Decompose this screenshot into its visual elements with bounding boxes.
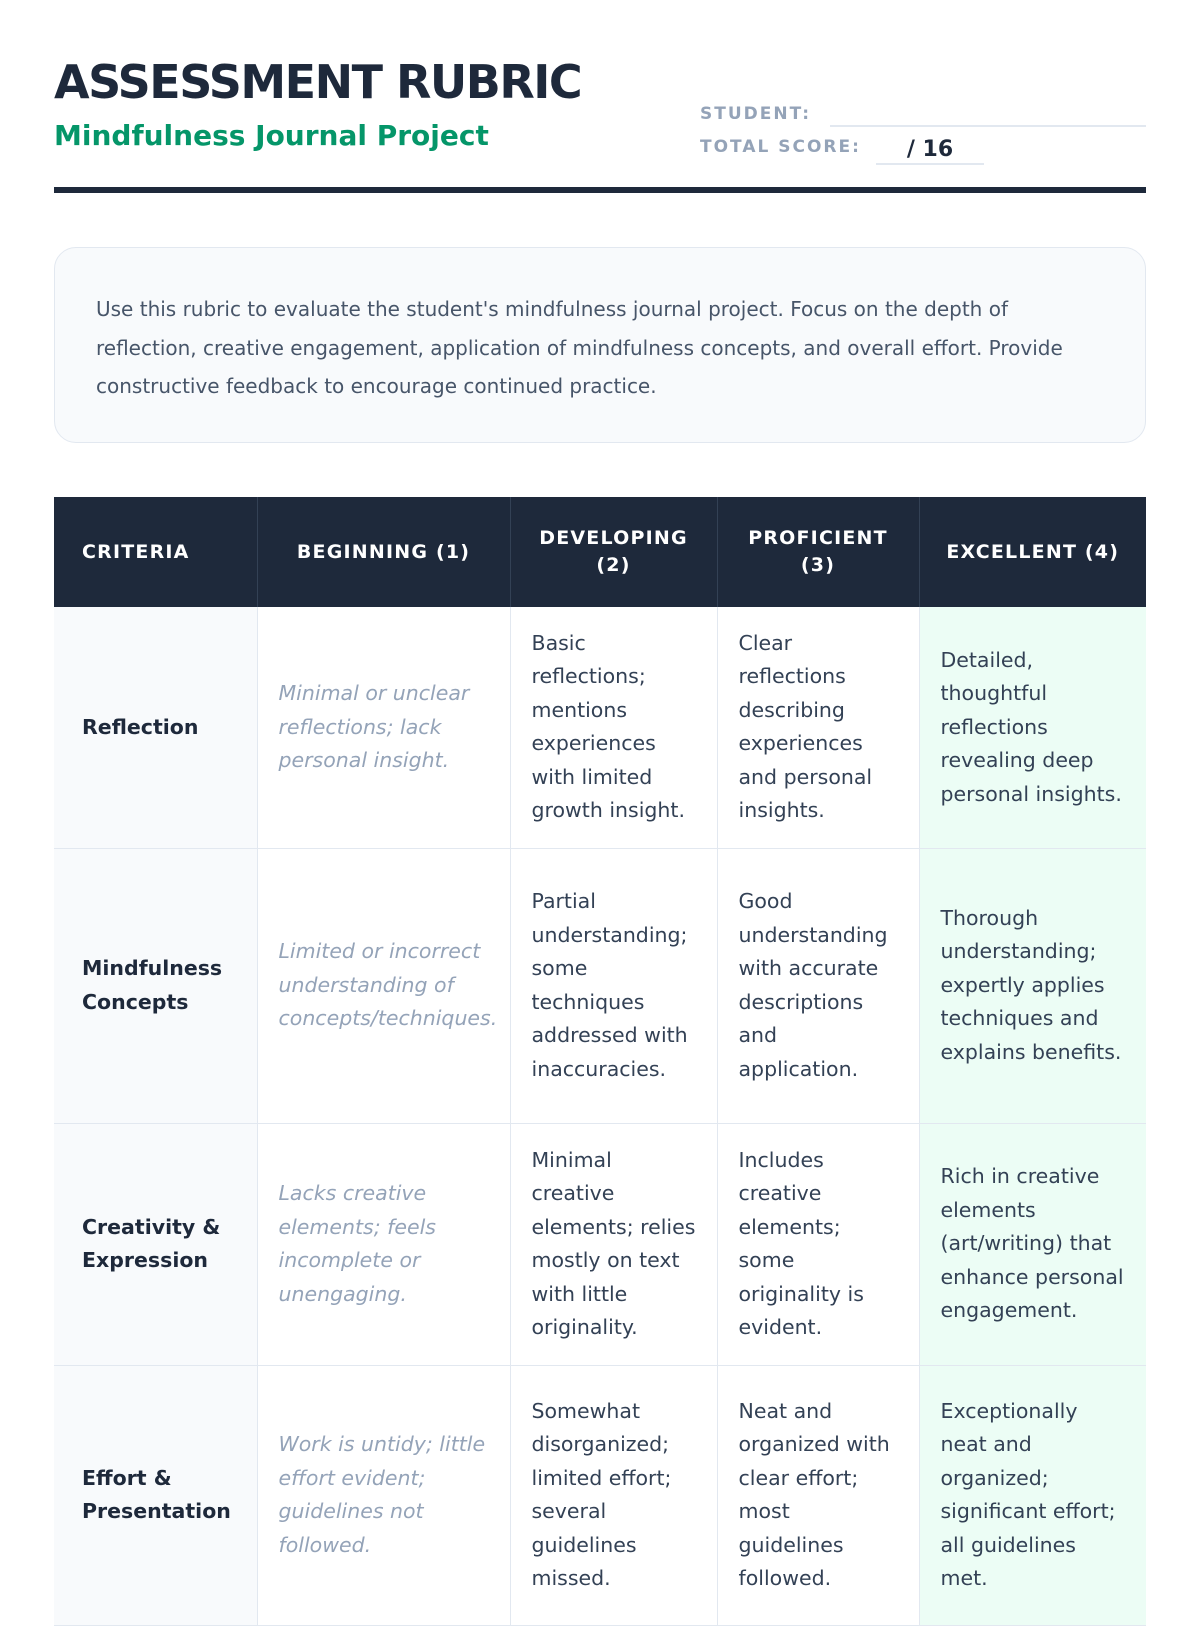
criteria-cell: Mindfulness Concepts [54, 848, 257, 1123]
table-row [54, 1123, 1146, 1365]
proficient-cell: Good understanding with accurate descriptions and application. [717, 848, 919, 1123]
excellent-cell: Rich in creative elements (art/writing) that enhance personal engagement. [919, 1123, 1146, 1365]
table-row [54, 1365, 1146, 1625]
criteria-cell: Effort & Presentation [54, 1365, 257, 1625]
total-score-label: TOTAL SCORE: [700, 137, 861, 157]
student-row [700, 100, 1146, 133]
total-score-row [700, 133, 1146, 166]
beginning-cell: Work is untidy; little effort evident; guidelines not followed. [257, 1365, 510, 1625]
total-score-field[interactable]: / 16 [876, 135, 984, 165]
page-header [54, 0, 1146, 196]
rubric-header-row [54, 497, 1146, 607]
beginning-cell: Limited or incorrect understanding of concepts/techniques. [257, 848, 510, 1123]
instructions-text: Use this rubric to evaluate the student's mindfulness journal project. Focus on the depth of reflection, creative engagement, application of mindfulness concepts, and overall effort. Provide constructive feedback to encourage continued practice. [96, 297, 1063, 398]
developing-cell: Minimal creative elements; relies mostly on text with little originality. [510, 1123, 717, 1365]
beginning-cell: Minimal or unclear reflections; lack personal insight. [257, 607, 510, 848]
criteria-cell: Reflection [54, 607, 257, 848]
column-header-developing: DEVELOPING (2) [510, 497, 717, 607]
excellent-cell: Exceptionally neat and organized; significant effort; all guidelines met. [919, 1365, 1146, 1625]
column-header-beginning: BEGINNING (1) [257, 497, 510, 607]
instructions-box [54, 247, 1146, 443]
proficient-cell: Neat and organized with clear effort; most guidelines followed. [717, 1365, 919, 1625]
developing-cell: Basic reflections; mentions experiences with limited growth insight. [510, 607, 717, 848]
beginning-cell: Lacks creative elements; feels incomplete or unengaging. [257, 1123, 510, 1365]
excellent-cell: Thorough understanding; expertly applies techniques and explains benefits. [919, 848, 1146, 1123]
student-meta [700, 100, 1146, 166]
developing-cell: Partial understanding; some techniques addressed with inaccuracies. [510, 848, 717, 1123]
header-divider [54, 187, 1146, 193]
developing-cell: Somewhat disorganized; limited effort; several guidelines missed. [510, 1365, 717, 1625]
column-header-excellent: EXCELLENT (4) [919, 497, 1146, 607]
column-header-criteria: CRITERIA [54, 497, 257, 607]
proficient-cell: Includes creative elements; some originality is evident. [717, 1123, 919, 1365]
table-row [54, 848, 1146, 1123]
page-title: ASSESSMENT RUBRIC [54, 55, 582, 109]
proficient-cell: Clear reflections describing experiences and personal insights. [717, 607, 919, 848]
page-subtitle: Mindfulness Journal Project [54, 119, 489, 152]
criteria-cell: Creativity & Expression [54, 1123, 257, 1365]
student-label: STUDENT: [700, 104, 812, 124]
student-name-field[interactable] [830, 125, 1146, 127]
rubric-table [54, 497, 1146, 1626]
column-header-proficient: PROFICIENT (3) [717, 497, 919, 607]
table-row [54, 607, 1146, 848]
excellent-cell: Detailed, thoughtful reflections revealing deep personal insights. [919, 607, 1146, 848]
